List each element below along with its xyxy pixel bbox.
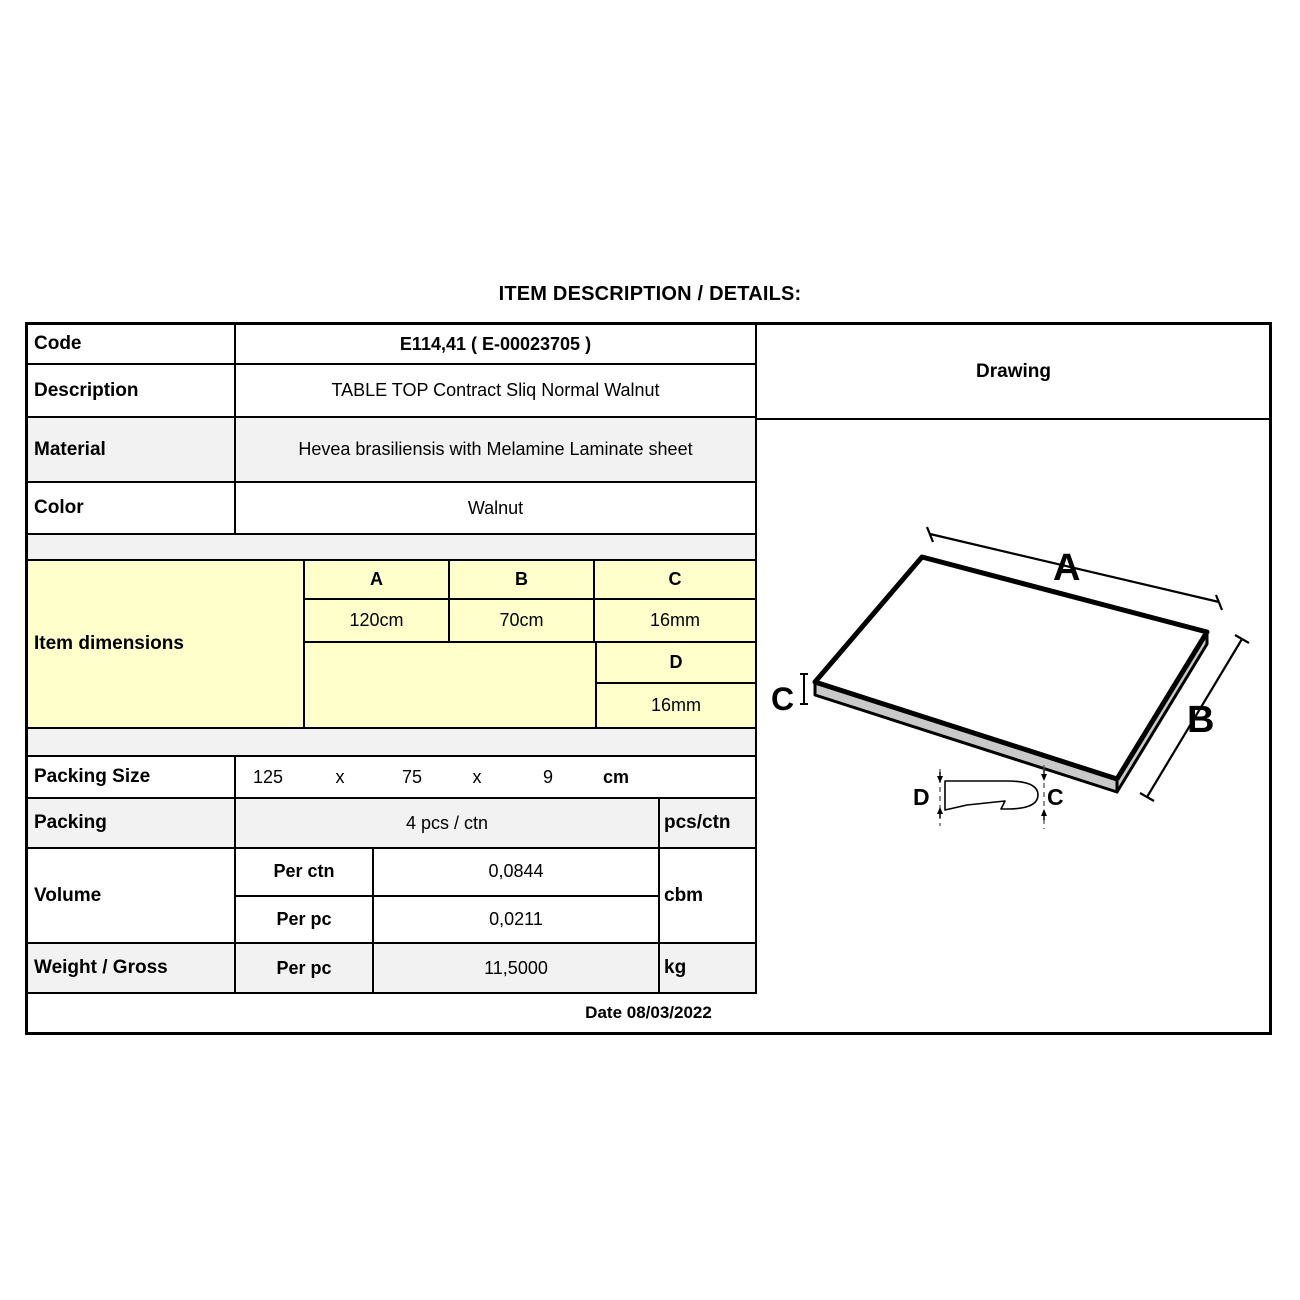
dimension-b-label: B [1187, 699, 1215, 741]
color-label: Color [28, 483, 236, 533]
weight-per-pc-label: Per pc [236, 944, 374, 992]
page-title: ITEM DESCRIPTION / DETAILS: [498, 283, 802, 305]
packing-size-height: 9 [542, 766, 553, 787]
dim-header-b: B [450, 561, 595, 598]
row-color [28, 483, 755, 535]
drawing-canvas [757, 420, 1270, 990]
packing-label: Packing [28, 799, 236, 847]
packing-unit: pcs/ctn [658, 799, 755, 847]
packing-size-separator: x [335, 766, 345, 787]
dim-value-d: 16mm [650, 695, 701, 715]
volume-per-pc-row [236, 897, 658, 943]
dim-header-d: D [597, 643, 755, 684]
packing-size-unit: cm [602, 766, 629, 787]
row-packing-size [28, 757, 755, 799]
dim-header-a: A [305, 561, 450, 598]
drawing-title: Drawing [757, 325, 1270, 420]
spec-table [25, 322, 1272, 1035]
material-label: Material [28, 418, 236, 481]
table-top-drawing [757, 420, 1270, 990]
volume-per-ctn-row [236, 849, 658, 897]
dim-header-c: C [668, 569, 682, 589]
dim-value-c: 16mm [649, 610, 700, 630]
volume-per-pc-label: Per pc [236, 897, 374, 943]
profile-shape [945, 781, 1038, 810]
material-value: Hevea brasiliensis with Melamine Laminate sheet [298, 439, 693, 459]
dim-value-b: 70cm [450, 600, 595, 641]
packing-value: 4 pcs / ctn [405, 812, 489, 833]
dimension-c-label: C [771, 681, 795, 717]
row-material [28, 418, 755, 483]
volume-label: Volume [28, 849, 236, 942]
spec-table-left [28, 325, 755, 994]
dimension-header-row [305, 561, 755, 600]
volume-per-ctn-label: Per ctn [236, 849, 374, 895]
description-value: TABLE TOP Contract Sliq Normal Walnut [331, 380, 660, 400]
item-dimensions-label: Item dimensions [28, 561, 305, 727]
description-label: Description [28, 365, 236, 416]
edge-profile-detail [937, 765, 1047, 829]
row-packing [28, 799, 755, 849]
dimension-value-row [305, 600, 755, 643]
packing-size-separator: x [472, 766, 482, 787]
weight-unit: kg [658, 944, 755, 992]
profile-d-label: D [913, 784, 930, 810]
separator-band [28, 535, 755, 561]
volume-per-pc-value: 0,0211 [489, 908, 543, 929]
weight-value: 11,5000 [484, 957, 548, 978]
dimension-a-label: A [1053, 547, 1081, 589]
slab-top-face [815, 557, 1207, 779]
code-value: E114,41 ( E-00023705 ) [399, 333, 592, 354]
item-dimensions-block [28, 561, 755, 729]
dim-value-a: 120cm [305, 600, 450, 641]
date-row: Date 08/03/2022 [585, 1003, 712, 1022]
dimension-c-gauge [800, 674, 808, 704]
packing-size-values [236, 757, 755, 797]
dim-empty-cell [305, 643, 597, 727]
separator-band [28, 729, 755, 757]
volume-per-ctn-value: 0,0844 [488, 861, 544, 882]
packing-size-label: Packing Size [28, 757, 236, 797]
row-description [28, 365, 755, 418]
volume-unit: cbm [658, 849, 755, 942]
color-value: Walnut [467, 497, 524, 518]
packing-size-length: 125 [252, 766, 284, 787]
code-label: Code [28, 325, 236, 363]
drawing-panel [755, 325, 1270, 994]
row-weight [28, 944, 755, 994]
row-code [28, 325, 755, 365]
profile-c-label: C [1047, 784, 1064, 810]
weight-label: Weight / Gross [28, 944, 236, 992]
packing-size-width: 75 [401, 766, 423, 787]
row-volume [28, 849, 755, 944]
